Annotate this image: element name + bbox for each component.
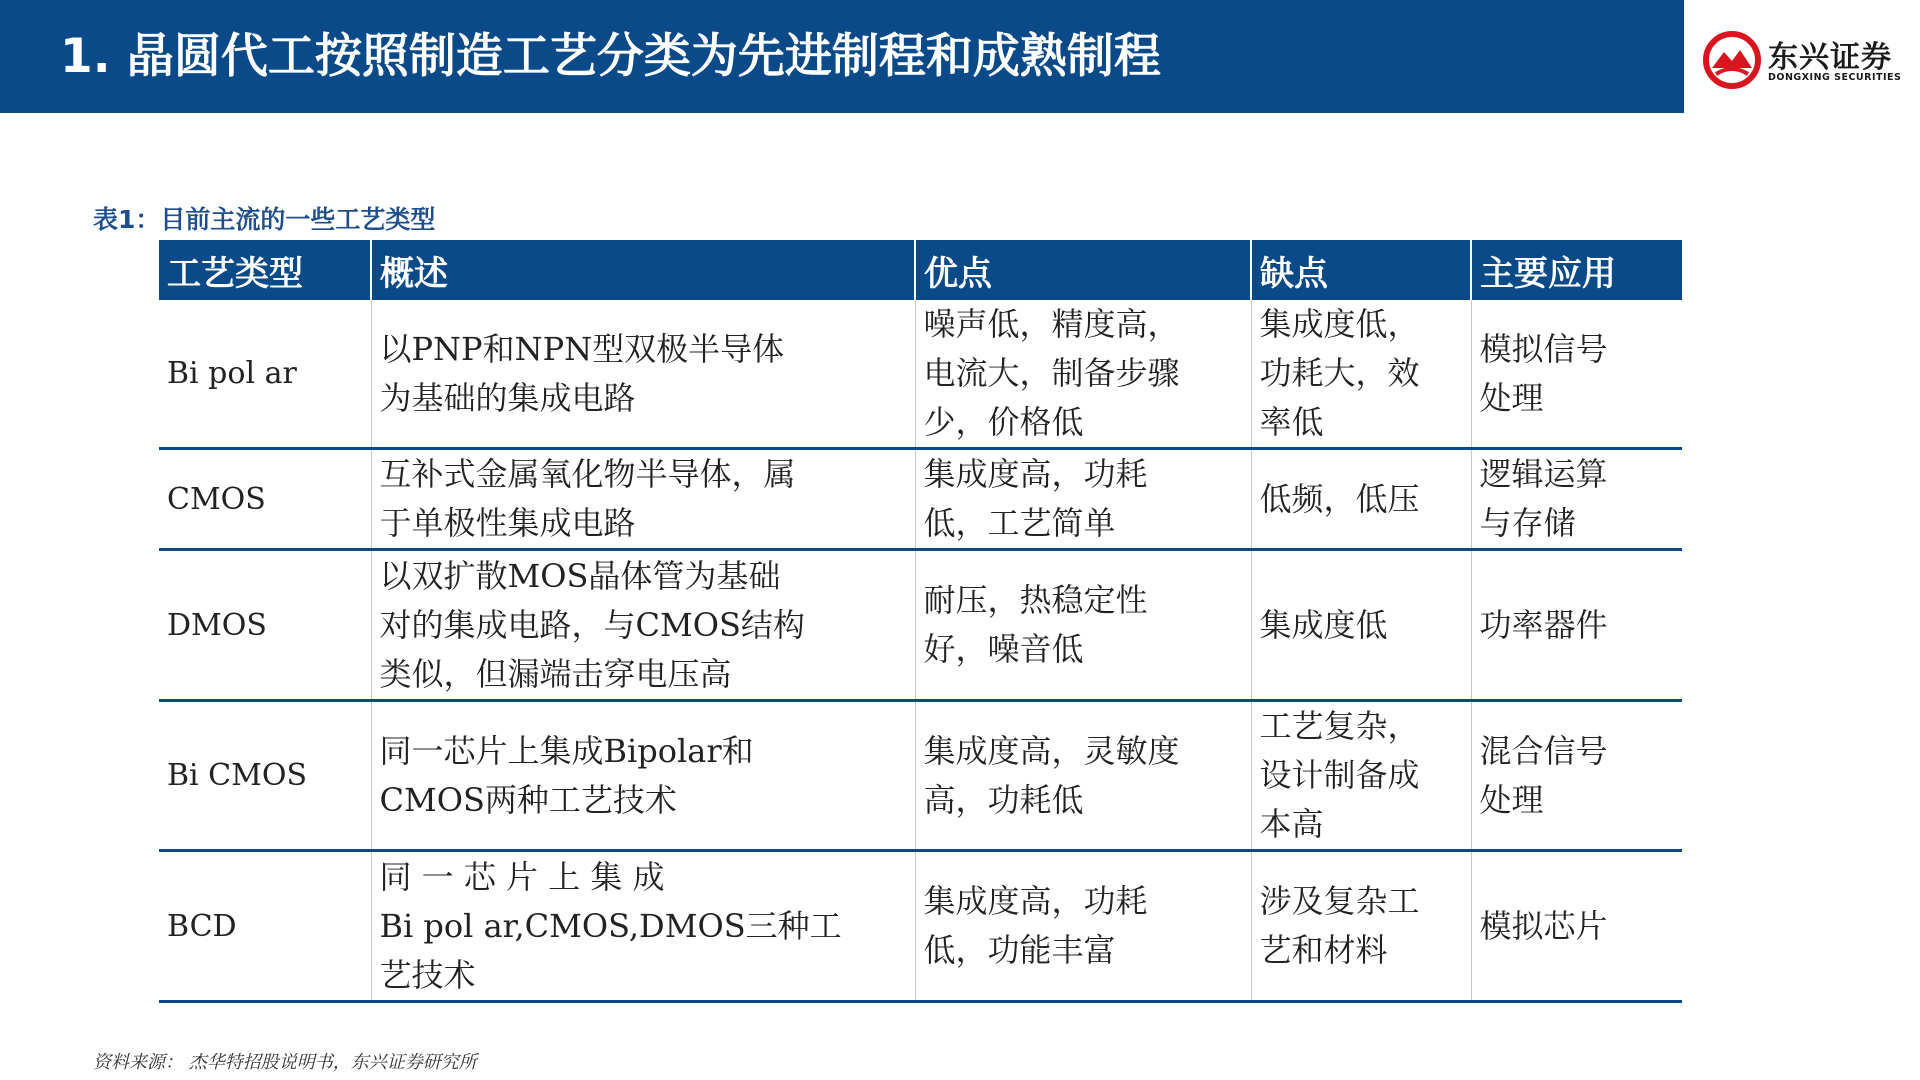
cell-overview: 同 一 芯 片 上 集 成 Bi pol ar,CMOS,DMOS三种工 艺技术: [371, 851, 915, 1002]
cell-pros: 噪声低，精度高， 电流大，制备步骤 少，价格低: [915, 300, 1251, 449]
cell-cons: 集成度低， 功耗大，效 率低: [1251, 300, 1471, 449]
company-logo: [1702, 28, 1902, 92]
table-row: [159, 449, 1682, 550]
cell-overview: 以PNP和NPN型双极半导体 为基础的集成电路: [371, 300, 915, 449]
logo-name-en: DONGXING SECURITIES: [1768, 72, 1902, 83]
cell-type: Bi pol ar: [159, 300, 371, 449]
cell-overview: 同一芯片上集成Bipolar和 CMOS两种工艺技术: [371, 701, 915, 851]
cell-cons: 工艺复杂， 设计制备成 本高: [1251, 701, 1471, 851]
cell-overview: 互补式金属氧化物半导体，属 于单极性集成电路: [371, 449, 915, 550]
table-row: [159, 550, 1682, 701]
table-row: [159, 851, 1682, 1002]
cell-application: 混合信号 处理: [1471, 701, 1682, 851]
cell-cons: 集成度低: [1251, 550, 1471, 701]
process-types-table: [159, 240, 1682, 1003]
cell-application: 逻辑运算 与存储: [1471, 449, 1682, 550]
page-title: 1. 晶圆代工按照制造工艺分类为先进制程和成熟制程: [60, 29, 1161, 84]
cell-application: 功率器件: [1471, 550, 1682, 701]
column-header-cons: 缺点: [1251, 240, 1471, 300]
cell-pros: 耐压，热稳定性 好，噪音低: [915, 550, 1251, 701]
cell-cons: 低频，低压: [1251, 449, 1471, 550]
cell-type: BCD: [159, 851, 371, 1002]
column-header-pros: 优点: [915, 240, 1251, 300]
cell-type: DMOS: [159, 550, 371, 701]
cell-pros: 集成度高，灵敏度 高，功耗低: [915, 701, 1251, 851]
column-header-application: 主要应用: [1471, 240, 1682, 300]
logo-name-cn: 东兴证券: [1768, 40, 1892, 75]
column-header-type: 工艺类型: [159, 240, 371, 300]
cell-cons: 涉及复杂工 艺和材料: [1251, 851, 1471, 1002]
cell-type: Bi CMOS: [159, 701, 371, 851]
table-caption: 表1：目前主流的一些工艺类型: [93, 205, 436, 234]
table-row: [159, 300, 1682, 449]
cell-pros: 集成度高，功耗 低，工艺简单: [915, 449, 1251, 550]
table-row: [159, 701, 1682, 851]
cell-overview: 以双扩散MOS晶体管为基础 对的集成电路，与CMOS结构 类似，但漏端击穿电压高: [371, 550, 915, 701]
table-header-row: [159, 240, 1682, 300]
cell-pros: 集成度高，功耗 低，功能丰富: [915, 851, 1251, 1002]
cell-type: CMOS: [159, 449, 371, 550]
dongxing-logo-icon: [1702, 30, 1762, 90]
header-bar: [0, 0, 1684, 113]
source-note: 资料来源： 杰华特招股说明书，东兴证券研究所: [93, 1052, 477, 1073]
cell-application: 模拟信号 处理: [1471, 300, 1682, 449]
column-header-overview: 概述: [371, 240, 915, 300]
cell-application: 模拟芯片: [1471, 851, 1682, 1002]
